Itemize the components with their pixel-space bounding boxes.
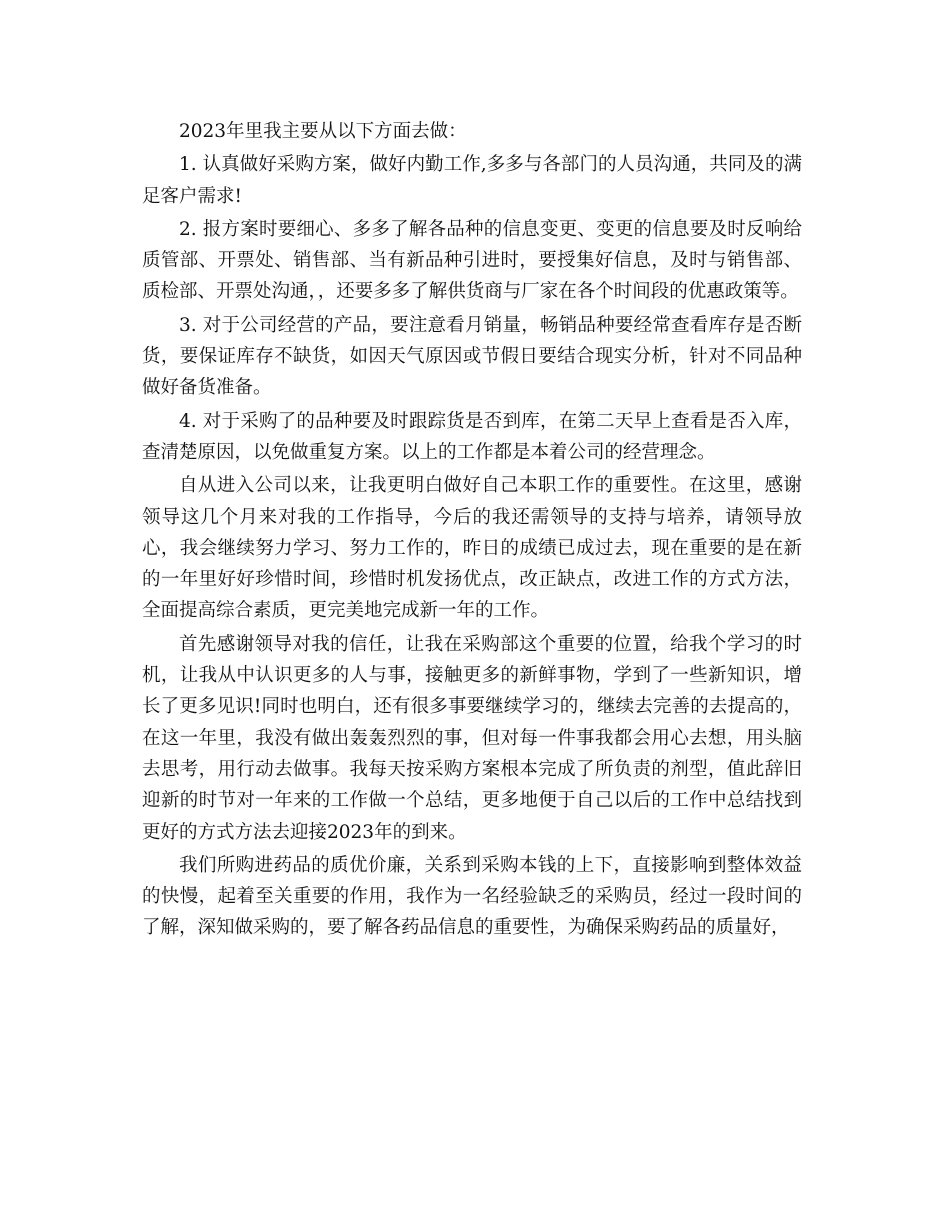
- paragraph-gratitude: 首先感谢领导对我的信任，让我在采购部这个重要的位置，给我个学习的时机，让我从中认识更多的人与事，接触更多的新鲜事物，学到了一些新知识，增长了更多见识!同时也明白，还有很多事要继续学习的，继续去完善的去提高的，在这一年里，我没有做出轰轰烈烈的事，但对每一件事我都会用心去想，用头脑去思考，用行动去做事。我每天按采购方案根本完成了所负责的剂型，值此辞旧迎新的时节对一年来的工作做一个总结，更多地便于自己以后的工作中总结找到更好的方式方法去迎接2023年的到来。: [142, 633, 802, 843]
- paragraph-item-2: 2. 报方案时要细心、多多了解各品种的信息变更、变更的信息要及时反响给质管部、开票处、销售部、当有新品种引进时，要授集好信息，及时与销售部、质检部、开票处沟通，，还要多多了解供货商与厂家在各个时间段的优惠政策等。: [142, 218, 802, 303]
- paragraph-intro: 2023年里我主要从以下方面去做：: [179, 121, 467, 142]
- paragraph-item-1: 1. 认真做好采购方案，做好内勤工作,多多与各部门的人员沟通，共同及的满足客户需求!: [142, 154, 802, 207]
- paragraph-item-3: 3. 对于公司经营的产品，要注意看月销量，畅销品种要经常查看库存是否断货，要保证库存不缺货，如因天气原因或节假日要结合现实分析，针对不同品种做好备货准备。: [142, 314, 802, 399]
- paragraph-item-4: 4. 对于采购了的品种要及时跟踪货是否到库，在第二天早上查看是否入库，查清楚原因，以免做重复方案。以上的工作都是本着公司的经营理念。: [142, 410, 802, 463]
- paragraph-procurement: 我们所购进药品的质优价廉，关系到采购本钱的上下，直接影响到整体效益的快慢，起着至关重要的作用，我作为一名经验缺乏的采购员，经过一段时间的了解，深知做采购的，要了解各药品信息的重要性，为确保采购药品的质量好，: [142, 854, 802, 939]
- document-body: [142, 116, 802, 946]
- paragraph-reflection: 自从进入公司以来，让我更明白做好自己本职工作的重要性。在这里，感谢领导这几个月来对我的工作指导，今后的我还需领导的支持与培养，请领导放心，我会继续努力学习、努力工作的，昨日的成绩已成过去，现在重要的是在新的一年里好好珍惜时间，珍惜时机发扬优点，改正缺点，改进工作的方式方法，全面提高综合素质，更完美地完成新一年的工作。: [142, 475, 802, 622]
